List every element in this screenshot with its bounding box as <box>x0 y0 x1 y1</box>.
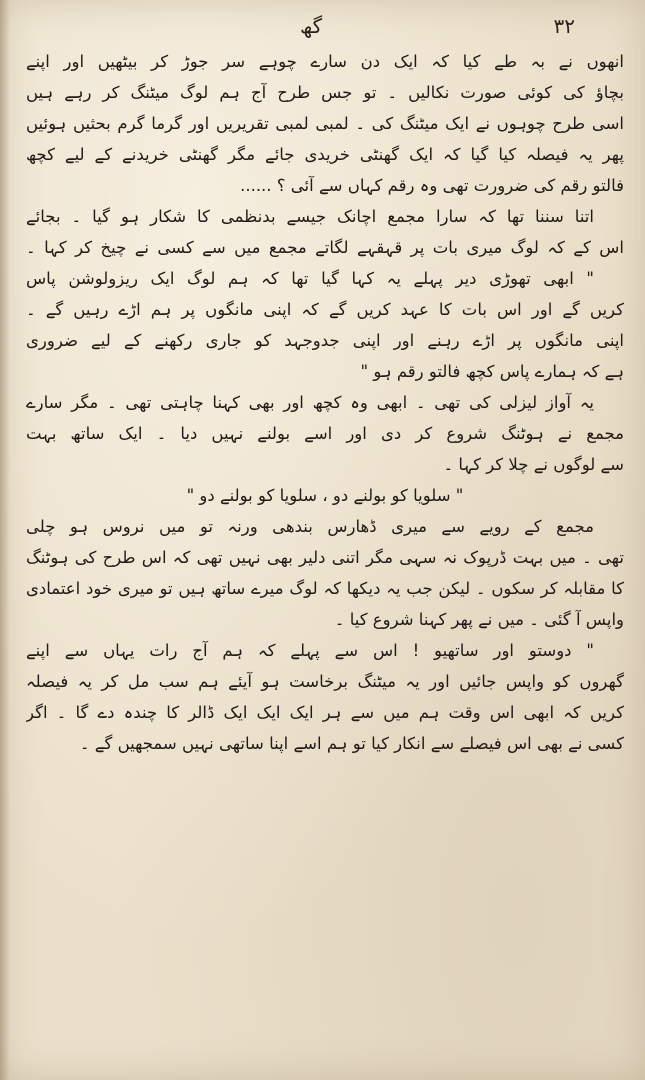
page-header <box>0 14 645 44</box>
text-line: اس کے کہ لوگ میری بات پر قہقہے لگاتے مجمع میں سے کسی نے چیخ کر کہا ۔ <box>26 238 624 257</box>
text-line: گھروں کو واپس جائیں اور یہ میٹنگ برخاست ہو آیئے ہم سب مل کر یہ فیصلہ <box>26 672 624 691</box>
text-line: انھوں نے بہ طے کیا کہ ایک دن سارے چوہے سر جوڑ کر بیٹھیں اور اپنے <box>26 52 624 71</box>
text-line: اتنا سننا تھا کہ سارا مجمع اچانک جیسے بدنظمی کا شکار ہو گیا ۔ بجائے <box>26 207 594 226</box>
page-gutter-shadow <box>0 0 10 1080</box>
text-line: کا مقابلہ کر سکوں ۔ لیکن جب یہ دیکھا کہ لوگ میرے ساتھ ہیں تو میری خود اعتمادی <box>26 579 624 598</box>
text-line: کریں کہ ابھی اس وقت ہم میں سے ہر ایک ایک ایک ڈالر کا چندہ دے گا ۔ اگر <box>26 703 624 722</box>
text-line: کریں گے اور اس بات کا عہد کریں گے کہ اپنی مانگوں پر ہم اڑے رہیں گے ۔ <box>26 300 624 319</box>
text-line: بچاؤ کی کوئی صورت نکالیں ۔ تو جس طرح آج ہم لوگ میٹنگ کر رہے ہیں <box>26 83 624 102</box>
running-head: گھ <box>300 14 323 38</box>
text-line: اسی طرح چوہوں نے ایک میٹنگ کی ۔ لمبی لمبی تقریریں اور گرما گرم بحثیں ہوئیں <box>26 114 624 133</box>
text-line: مجمع نے ہوٹنگ شروع کر دی اور اسے بولنے نہیں دیا ۔ ایک ساتھ بہت <box>26 424 624 443</box>
text-line: پھر یہ فیصلہ کیا گیا کہ ایک گھنٹی خریدی جائے مگر گھنٹی خریدنے کے لیے کچھ <box>26 145 624 164</box>
body-text <box>26 46 624 759</box>
text-line: یہ آواز لیزلی کی تھی ۔ ابھی وہ کچھ اور بھی کہنا چاہتی تھی ۔ مگر سارے <box>26 393 594 412</box>
text-line: " سلویا کو بولنے دو ، سلویا کو بولنے دو " <box>186 486 464 505</box>
text-line: واپس آ گئی ۔ میں نے پھر کہنا شروع کیا ۔ <box>334 610 624 629</box>
text-line: سے لوگوں نے چلا کر کہا ۔ <box>443 455 624 474</box>
text-line: " ابھی تھوڑی دیر پہلے یہ کہا گیا تھا کہ ہم لوگ ایک ریزولوشن پاس <box>26 269 594 288</box>
text-line: اپنی مانگوں پر اڑے رہنے اور اپنی جدوجہد کو جاری رکھنے کے لیے ضروری <box>26 331 624 350</box>
text-line: مجمع کے رویے سے میری ڈھارس بندھی ورنہ تو میں نروس ہو چلی <box>26 517 594 536</box>
text-line: تھی ۔ میں بہت ڈرپوک نہ سہی مگر اتنی دلیر بھی نہیں تھی کہ اس طرح کی ہوٹنگ <box>26 548 624 567</box>
page-number: ۳۲ <box>553 14 575 38</box>
text-line: کسی نے بھی اس فیصلے سے انکار کیا تو ہم اسے اپنا ساتھی نہیں سمجھیں گے ۔ <box>79 734 624 753</box>
text-line: " دوستو اور ساتھیو ! اس سے پہلے کہ ہم آج رات یہاں سے اپنے <box>26 641 594 660</box>
text-line: فالتو رقم کی ضرورت تھی وہ رقم کہاں سے آئی ؟ ...... <box>240 176 624 195</box>
text-line: ہے کہ ہمارے پاس کچھ فالتو رقم ہو " <box>360 362 624 381</box>
